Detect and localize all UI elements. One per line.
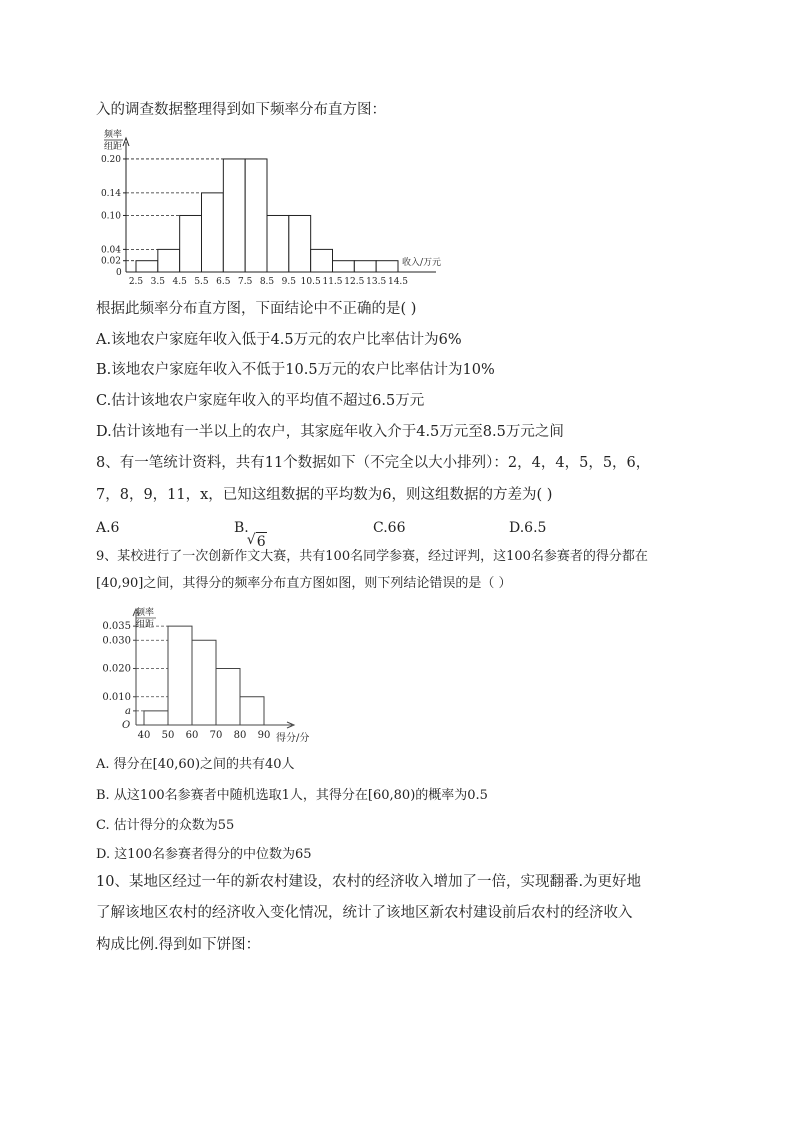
- q8-option-b-radicand: 6: [256, 534, 266, 550]
- x-tick-label: 7.5: [238, 277, 253, 287]
- q8-option-b: [234, 519, 266, 550]
- x-axis-label: 收入/万元: [402, 258, 442, 268]
- q8-option-d: D.6.5: [509, 520, 547, 536]
- q10-line3: 构成比例.得到如下饼图：: [96, 937, 261, 953]
- origin-label: 0: [116, 268, 122, 278]
- origin-label: O: [122, 720, 131, 731]
- histogram-bar: [354, 261, 376, 272]
- q8-option-a: A.6: [96, 520, 120, 536]
- x-tick-label: 4.5: [172, 277, 187, 287]
- q7-option-a: A.该地农户家庭年收入低于4.5万元的农户比率估计为6%: [96, 332, 462, 348]
- x-tick-label: 12.5: [344, 277, 365, 287]
- q7-stem: 根据此频率分布直方图，下面结论中不正确的是( ): [96, 301, 417, 317]
- q8-option-b-prefix: B.: [234, 520, 249, 536]
- q10-line2: 了解该地区农村的经济收入变化情况，统计了该地区新农村建设前后农村的经济收入: [96, 905, 633, 921]
- x-tick-label: 8.5: [259, 277, 275, 287]
- x-tick-label: 40: [137, 730, 151, 741]
- y-tick-label: 0.010: [102, 691, 131, 703]
- y-tick-label: 0.035: [102, 621, 131, 633]
- y-tick-label: 0.20: [100, 154, 121, 165]
- x-tick-label: 2.5: [128, 277, 144, 287]
- x-tick-label: 9.5: [281, 277, 296, 287]
- x-tick-label: 3.5: [150, 277, 165, 287]
- x-tick-label: 80: [233, 730, 247, 741]
- q7-option-b: B.该地农户家庭年收入不低于10.5万元的农户比率估计为10%: [96, 362, 495, 378]
- x-tick-label: 60: [185, 730, 199, 741]
- q9-line2: [40,90]之间，其得分的频率分布直方图如图，则下列结论错误的是（ ）: [96, 576, 512, 591]
- q7-option-c: C.估计该地农户家庭年收入的平均值不超过6.5万元: [96, 393, 425, 409]
- x-tick-label: 50: [161, 730, 175, 741]
- histogram-bar: [333, 261, 355, 272]
- histogram-bar: [158, 249, 180, 272]
- x-tick-label: 5.5: [194, 277, 209, 287]
- q9-option-c: C. 估计得分的众数为55: [96, 818, 235, 833]
- y-tick-label: 0.14: [100, 188, 121, 199]
- y-tick-label: 0.02: [100, 256, 121, 267]
- y-label-top: 频率: [104, 130, 123, 140]
- y-label-bottom: 组距: [104, 142, 123, 152]
- intro-text: 入的调查数据整理得到如下频率分布直方图：: [96, 102, 386, 118]
- y-tick-label: a: [125, 705, 131, 717]
- histogram-bar: [245, 159, 267, 272]
- q8-line2: 7，8，9，11，x，已知这组数据的平均数为6，则这组数据的方差为( ): [96, 487, 553, 503]
- histogram-bar: [144, 711, 168, 725]
- y-label-bottom: 组距: [136, 620, 155, 630]
- histogram-bar: [289, 215, 311, 272]
- q9-line1: 9、某校进行了一次创新作文大赛，共有100名同学参赛，经过评判，这100名参赛者的得分都在: [96, 549, 648, 564]
- x-tick-label: 90: [257, 730, 271, 741]
- q8-line1: 8、有一笔统计资料，共有11个数据如下（不完全以大小排列）：2，4，4，5，5，6，: [96, 455, 651, 471]
- q9-option-a: A. 得分在[40,60)之间的共有40人: [96, 757, 295, 772]
- income-histogram: [96, 126, 456, 288]
- q7-option-d: D.估计该地有一半以上的农户，其家庭年收入介于4.5万元至8.5万元之间: [96, 424, 564, 440]
- histogram-bar: [180, 215, 202, 272]
- histogram-bar: [192, 640, 216, 725]
- score-histogram: [96, 604, 336, 746]
- histogram-bar: [223, 159, 245, 272]
- q9-option-b: B. 从这100名参赛者中随机选取1人，其得分在[60,80)的概率为0.5: [96, 788, 488, 803]
- y-tick-label: 0.10: [100, 211, 121, 222]
- q10-line1: 10、某地区经过一年的新农村建设，农村的经济收入增加了一倍，实现翻番.为更好地: [96, 874, 642, 890]
- x-tick-label: 70: [209, 730, 223, 741]
- x-axis-label: 得分/分: [276, 733, 310, 744]
- x-tick-label: 13.5: [366, 277, 387, 287]
- q9-option-d: D. 这100名参赛者得分的中位数为65: [96, 847, 312, 862]
- y-tick-label: 0.04: [100, 245, 121, 256]
- histogram-bar: [216, 669, 240, 726]
- y-tick-label: 0.020: [102, 663, 131, 675]
- histogram-bar: [202, 193, 224, 272]
- histogram-bar: [376, 261, 398, 272]
- x-tick-label: 10.5: [300, 277, 321, 287]
- histogram-bar: [240, 697, 264, 725]
- y-tick-label: 0.030: [102, 635, 131, 647]
- histogram-bar: [311, 249, 333, 272]
- y-label-top: 频率: [136, 608, 155, 618]
- histogram-bar: [168, 626, 192, 725]
- x-tick-label: 11.5: [322, 277, 343, 287]
- q8-option-c: C.66: [373, 520, 406, 536]
- histogram-bar: [136, 261, 158, 272]
- x-tick-label: 6.5: [216, 277, 231, 287]
- histogram-bar: [267, 215, 289, 272]
- x-tick-label: 14.5: [387, 277, 409, 287]
